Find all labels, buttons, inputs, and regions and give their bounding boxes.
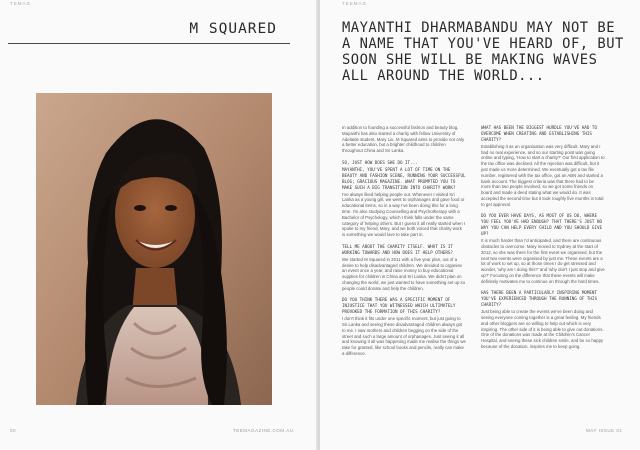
running-head-right: TEEMAG — [342, 1, 368, 6]
portrait-illustration — [36, 93, 272, 405]
footer-page-number: 00 — [10, 428, 17, 433]
article-title: MAYANTHI DHARMABANDU MAY NOT BE A NAME THAT YOU'VE HEARD OF, BUT SOON SHE WILL BE MAKING WAVES ALL AROUND THE WORLD... — [342, 20, 624, 84]
article-paragraph: Establishing it as an organisation was very difficult. Mary and I had no real experience, and so our starting point was going online and typing, 'How to start a charity?' Our first application to the tax office was declined. All the rejection was difficult, but it just made us more determined. We eventually got a tax file number, registered with the tax office, got an ABN and started a bank account. The biggest criteria was that there had to be more than two people involved, so we got some friends on board and made a deed stating what we would do. It was accepted the second time but it took roughly five months in total to get approval. — [481, 143, 605, 207]
page-headline: M SQUARED — [189, 21, 277, 37]
interview-question: MAYANTHI, YOU'VE SPENT A LOT OF TIME ON THE BEAUTY AND FASHION SCENE, RUNNING YOUR SUCCESSFUL BLOG; GRACIOUS MAGAZINE. WHAT PROMPTED YOU TO MAKE SUCH A BIG TRANSITION INTO CHARITY WORK? — [342, 166, 466, 190]
footer-url: TEEMAGAZINE.COM.AU — [233, 428, 294, 433]
footer-issue: MAY ISSUE 01 — [586, 428, 623, 433]
article-paragraph: Just being able to create the events we've been doing and seeing everyone coming together is a great feeling. My friends and other bloggers are so willing to help out which is very inspiring. The other side of it is being able to give out donations. One of the donations was made at the Children's Cancer Hospital, and seeing these sick children smile, and be so happy because of the donation, inspires me to keep going. — [481, 309, 604, 349]
article-column-2 — [481, 125, 605, 356]
headline-rule — [8, 43, 290, 44]
article-paragraph: I've always liked helping people out. Whenever I visited Sri Lanka as a young girl, we went to orphanages and gave food or educational items, so in a way I've been doing this for a long time. I'm also studying Counselling and Psychotherapy with a Bachelor of Psychology, which I think falls under the same category of helping others. But I guess it all really started when I spoke to my friend, Mary, and we both voiced that charity work is something we would love to take part in. — [342, 191, 466, 238]
interview-question: TELL ME ABOUT THE CHARITY ITSELF. WHAT IS IT WORKING TOWARDS AND HOW DOES IT HELP OTHERS? — [342, 243, 453, 255]
interview-question: DO YOU THINK THERE WAS A SPECIFIC MOMENT OF INJUSTICE THAT YOU WITNESSED WHICH ULTIMATELY PROVOKED THE FORMATION OF THIS CHARITY? — [342, 297, 456, 315]
left-page — [0, 0, 317, 450]
article-paragraph: In addition to founding a successful fashion and beauty blog, Mayanthi has also started a charity with fellow University of Adelaide student, Mary Liu. M Squared aims to provide not only a better education, but a brighter childhood to children throughout China and Sri Lanka. — [342, 125, 465, 154]
portrait-photo — [36, 93, 272, 405]
interview-question: DO YOU EVER HAVE DAYS, AS MOST OF US DO, WHERE YOU FEEL YOU'VE HAD ENOUGH? THAT THERE'S JUST NO WAY YOU CAN HELP EVERY CHILD AND YOU SHOULD GIVE UP? — [481, 213, 603, 237]
article-column-1 — [342, 125, 466, 363]
article-paragraph: We started M Squared in 2011 with a five year plan, out of a desire to help disadvantaged children. We decided to organise an event once a year, and raise money to buy educational supplies for children in China and Sri Lanka. We didn't plan on changing the world, we just wanted to have something set up so people could donate and help the children. — [342, 256, 466, 291]
interview-question: HAS THERE BEEN A PARTICULARLY INSPIRING MOMENT YOU'VE EXPERIENCED THROUGH THE RUNNING OF THIS CHARITY? — [481, 290, 597, 308]
article-paragraph: I don't think it fits under one specific moment, but just going to Sri Lanka and seeing these disadvantaged children always got to me. I saw mothers and children begging on the side of the street and such a large amount of orphanages. Just seeing it all and knowing it all was happening made me realise the things we take for granted, like school books and pencils, really can make a difference. — [342, 316, 466, 356]
interview-question: SO, JUST HOW DOES SHE DO IT... — [342, 159, 418, 165]
interview-question: WHAT HAS BEEN THE BIGGEST HURDLE YOU'VE HAD TO OVERCOME WHEN CREATING AND ESTABLISHING THIS CHARITY? — [481, 125, 597, 142]
running-head-left: TEMAG — [10, 1, 32, 6]
article-paragraph: It is much harder than I'd anticipated, and there are continuous obstacles to overcome. Mary moved to Sydney at the start of 2012, so she was there for the first event we organised, but the next two events were organised by just me. These events are a lot of work to set up, so at those times I do get stressed and wonder, 'why am I doing this?' and 'why don't I just stop and give up?' Focusing on the difference that these events will make definitely motivates me to continue on through the hard times. — [481, 238, 605, 284]
